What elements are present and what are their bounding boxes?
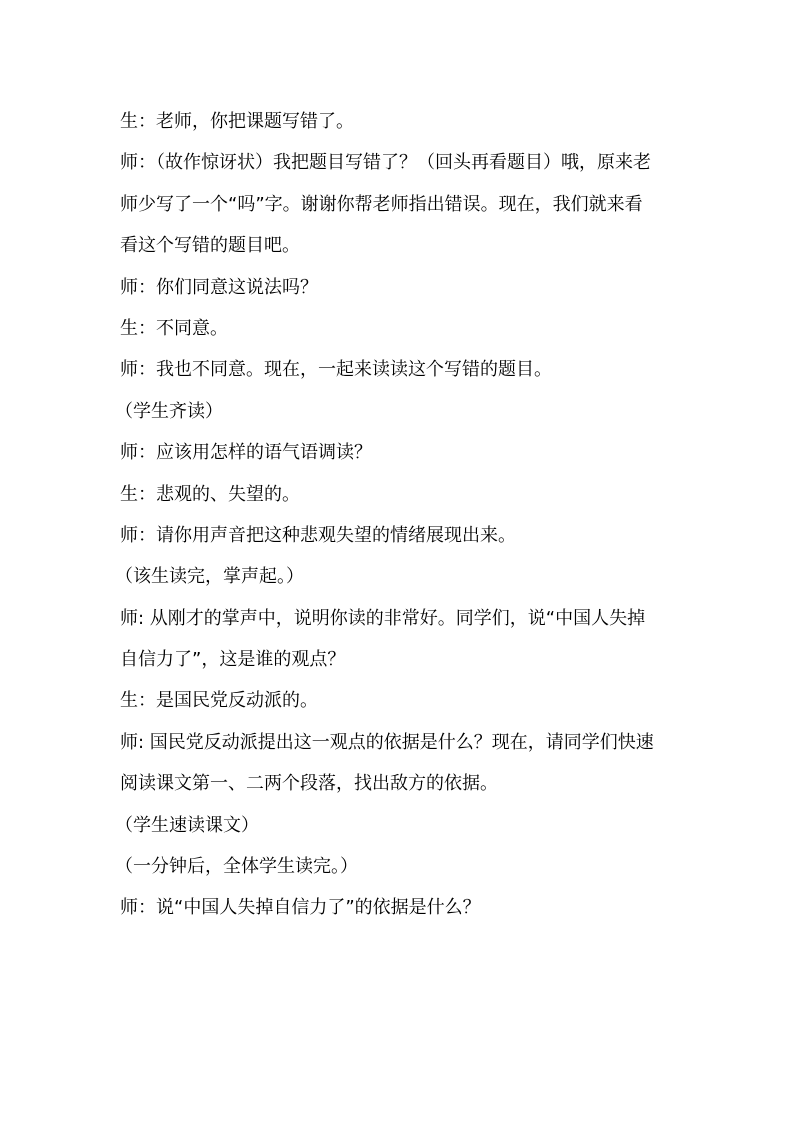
dialogue-line: 师少写了一个“吗”字。谢谢你帮老师指出错误。现在，我们就来看 [120,193,643,215]
dialogue-line: 生：老师，你把课题写错了。 [120,111,354,132]
dialogue-line: 师：应该用怎样的语气语调读？ [120,442,372,464]
dialogue-line: 师：请你用声音把这种悲观失望的情绪展现出来。 [120,524,516,546]
dialogue-line: 自信力了”，这是谁的观点？ [120,649,346,671]
dialogue-line: 生：是国民党反动派的。 [120,690,318,712]
dialogue-line: 师：（故作惊讶状）我把题目写错了？（回头再看题目）哦，原来老 [120,152,651,174]
dialogue-line: 师：说“中国人失掉自信力了”的依据是什么？ [120,897,481,919]
stage-direction-line: （学生速读课文） [115,814,259,836]
dialogue-line: 看这个写错的题目吧。 [120,235,300,257]
document-page [115,101,700,929]
dialogue-line: 生：不同意。 [120,317,228,339]
stage-direction-line: （该生读完，掌声起。） [115,566,304,588]
dialogue-line: 生：悲观的、失望的。 [120,483,300,505]
stage-direction-line: （一分钟后，全体学生读完。） [115,856,358,878]
dialogue-line: 师: 国民党反动派提出这一观点的依据是什么？现在，请同学们快速 [120,731,654,753]
stage-direction-line: （学生齐读） [115,400,223,422]
dialogue-line: 师：你们同意这说法吗？ [120,276,318,298]
dialogue-line: 师: 从刚才的掌声中，说明你读的非常好。同学们，说“中国人失掉 [120,607,646,629]
dialogue-line: 师：我也不同意。现在，一起来读读这个写错的题目。 [120,359,552,381]
dialogue-line: 阅读课文第一、二两个段落，找出敌方的依据。 [120,773,498,795]
